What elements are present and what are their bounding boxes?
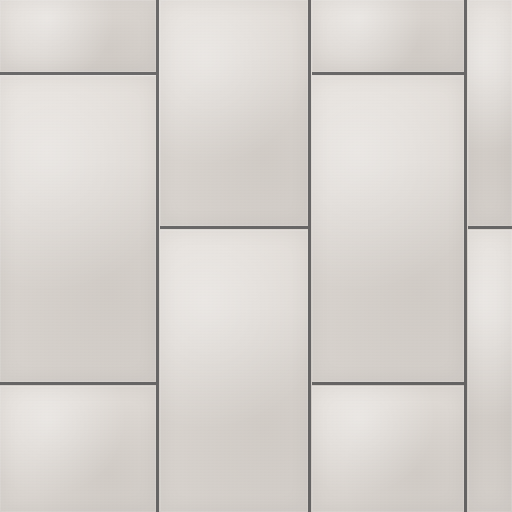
- tile: [312, 386, 464, 512]
- horizontal-grout-line: [312, 382, 464, 385]
- tile: [160, 0, 308, 226]
- vertical-grout-line: [308, 0, 311, 512]
- vertical-grout-line: [464, 0, 467, 512]
- tile: [312, 0, 464, 72]
- horizontal-grout-line: [0, 382, 156, 385]
- tile: [468, 0, 512, 226]
- horizontal-grout-line: [468, 226, 512, 229]
- tile: [0, 76, 156, 382]
- tile: [0, 386, 156, 512]
- horizontal-grout-line: [0, 72, 156, 75]
- tile: [468, 230, 512, 512]
- tile: [160, 230, 308, 512]
- horizontal-grout-line: [312, 72, 464, 75]
- tile: [312, 76, 464, 382]
- tile: [0, 0, 156, 72]
- vertical-grout-line: [156, 0, 159, 512]
- horizontal-grout-line: [160, 226, 308, 229]
